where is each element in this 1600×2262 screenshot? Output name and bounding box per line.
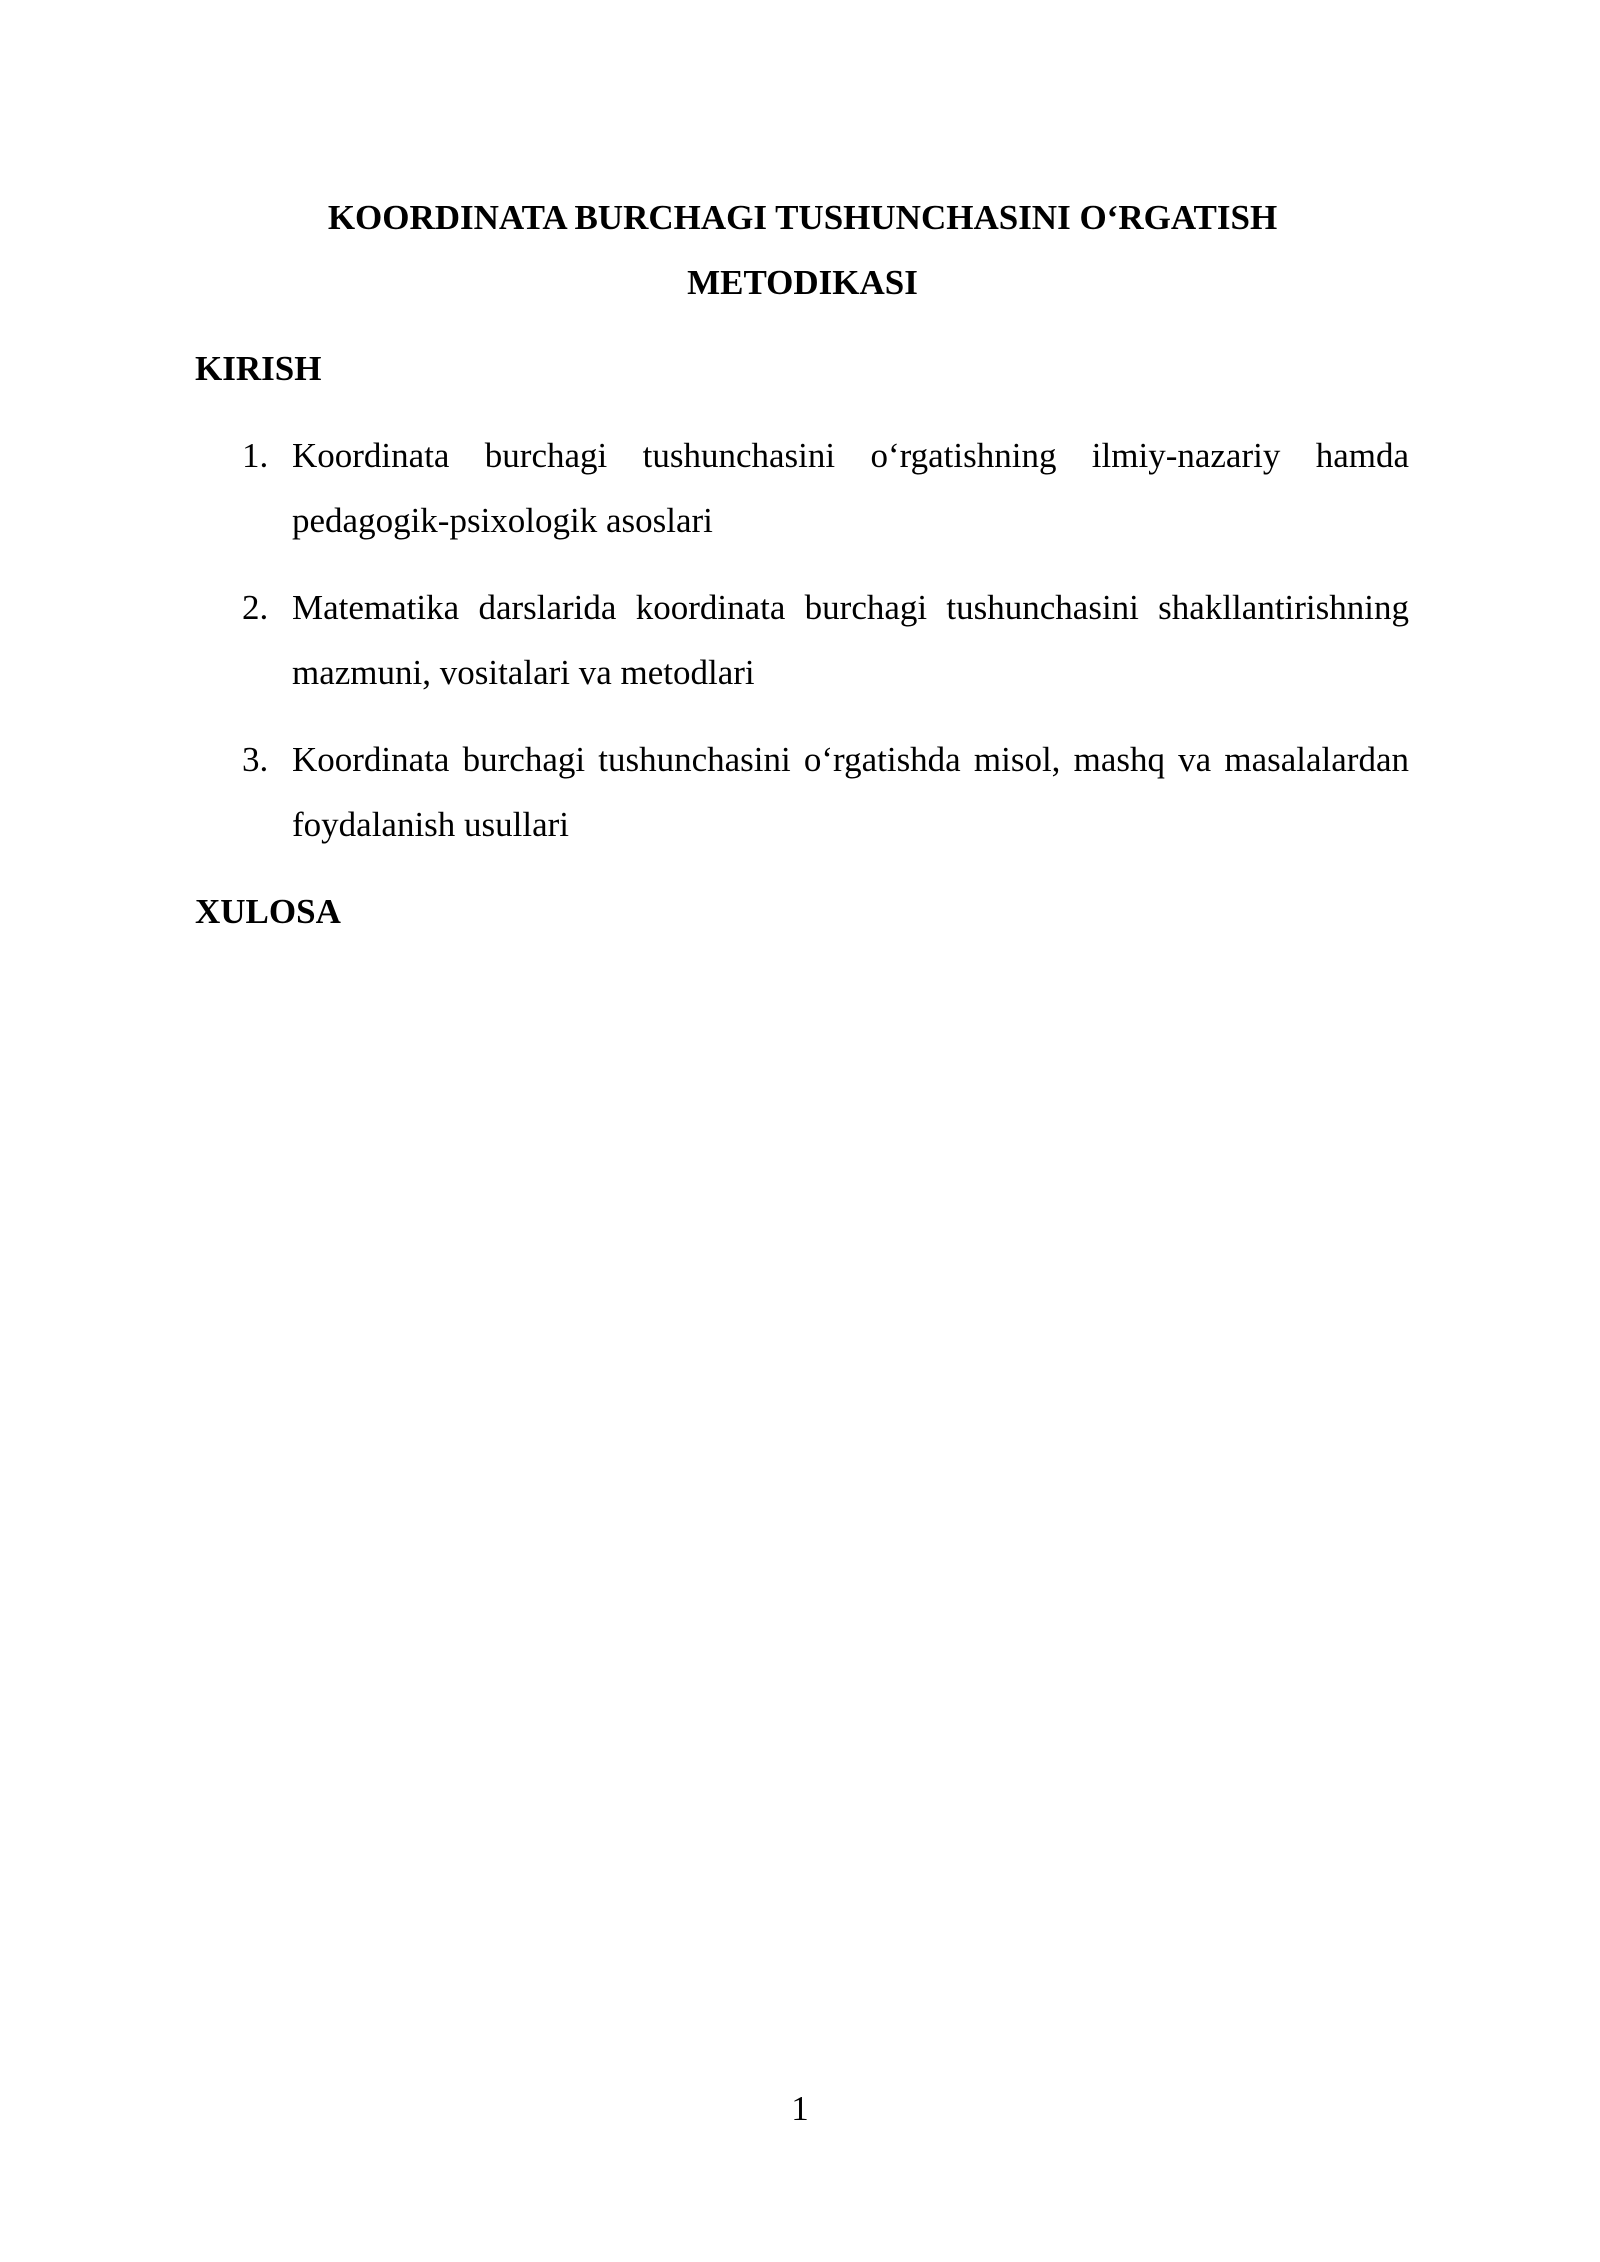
conclusion-heading: XULOSA — [195, 892, 341, 931]
toc-item-number: 2. — [242, 588, 269, 627]
page-number: 1 — [791, 2089, 809, 2128]
toc-item-text: Matematika darslarida koordinata burchagi tushunchasini shakllantirishning mazmuni, vositalari va metodlari — [292, 588, 1409, 692]
document-title-line-1: KOORDINATA BURCHAGI TUSHUNCHASINI O‘RGATISH — [327, 198, 1278, 237]
toc-item-text: Koordinata burchagi tushunchasini o‘rgatishning ilmiy-nazariy hamda pedagogik-psixologik asoslari — [292, 436, 1409, 540]
intro-heading: KIRISH — [195, 349, 322, 388]
toc-item-text: Koordinata burchagi tushunchasini o‘rgatishda misol, mashq va masalalardan foydalanish usullari — [292, 740, 1409, 844]
document-title-line-2: METODIKASI — [687, 263, 918, 302]
toc-item-number: 1. — [242, 436, 269, 475]
toc-item-number: 3. — [242, 740, 269, 779]
